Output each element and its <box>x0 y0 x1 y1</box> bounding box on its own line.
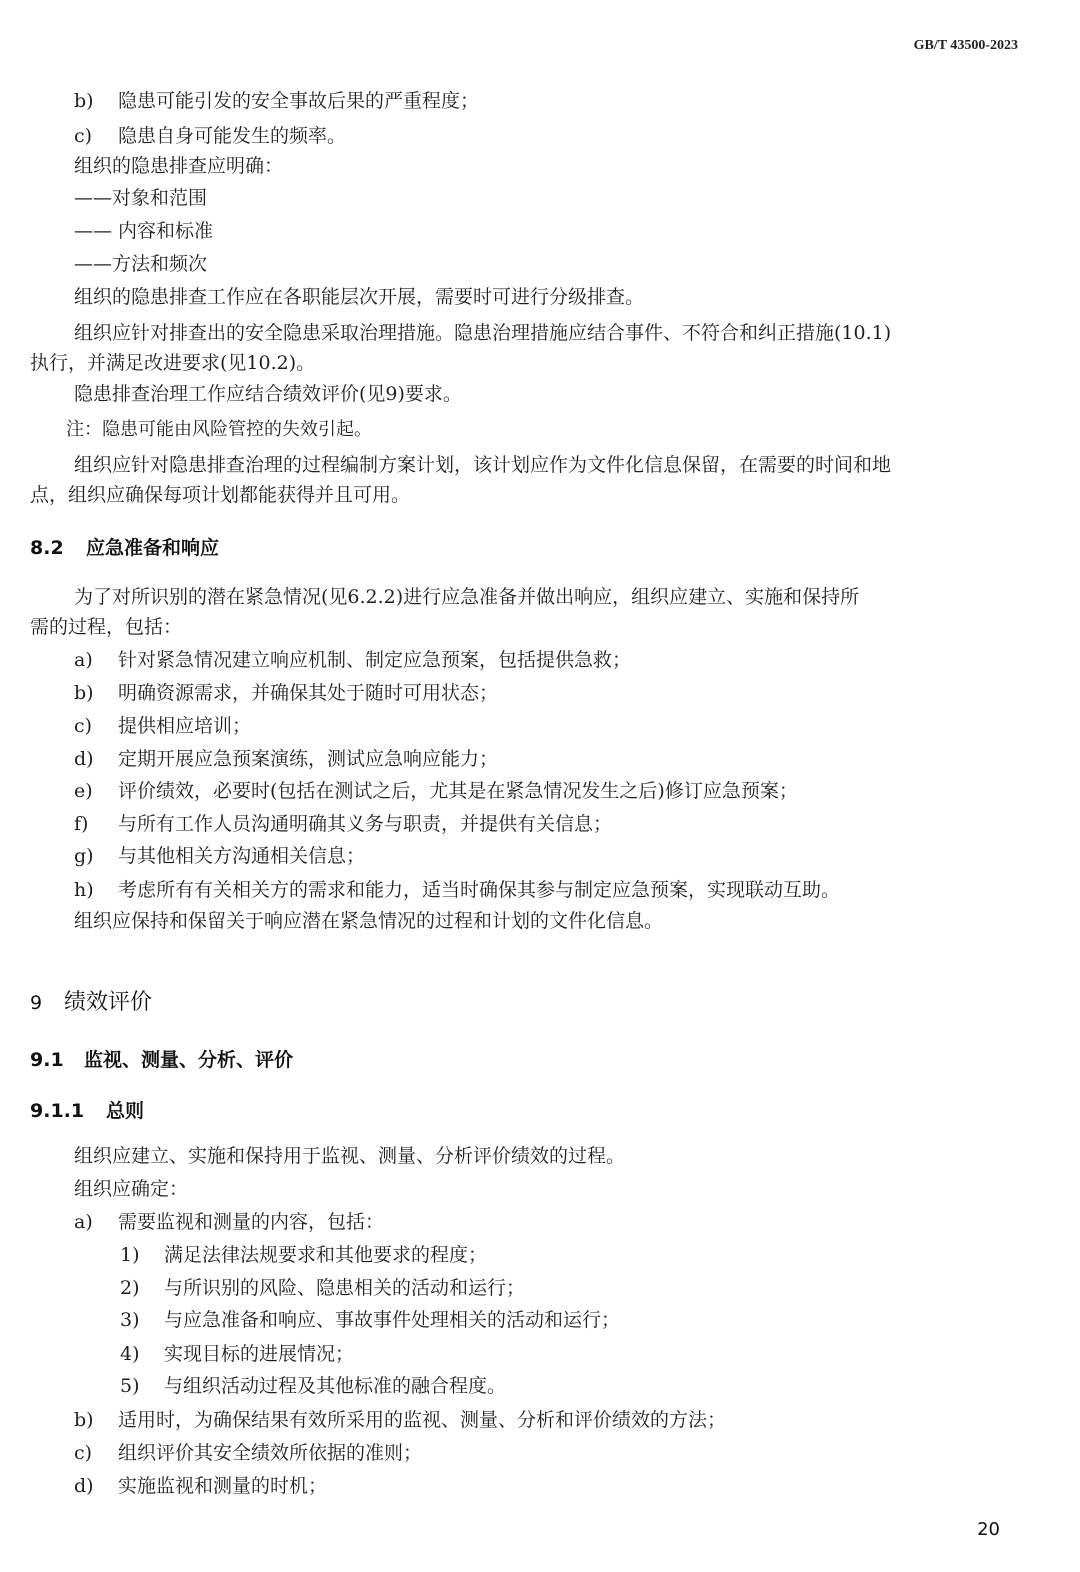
sub-list-label: 2) <box>120 1277 140 1299</box>
sub-list-text: 实现目标的进展情况； <box>164 1343 355 1365</box>
section-number: 9.1 <box>30 1049 64 1071</box>
note: 注：隐患可能由风险管控的失效引起。 <box>66 419 372 440</box>
section-heading-8-2 <box>30 533 219 560</box>
section-number: 9 <box>30 992 43 1014</box>
section-title: 应急准备和响应 <box>86 537 220 559</box>
list-item <box>74 876 840 904</box>
sub-list-text: 与所识别的风险、隐患相关的活动和运行； <box>164 1277 526 1299</box>
paragraph-line: 为了对所识别的潜在紧急情况(见6.2.2)进行应急准备并做出响应，组织应建立、实施和保持所 <box>74 586 860 608</box>
paragraph-line: 点，组织应确保每项计划都能获得并且可用。 <box>30 484 411 506</box>
list-text: 需要监视和测量的内容，包括： <box>118 1211 385 1233</box>
sub-list-item <box>120 1306 620 1334</box>
sub-list-text: 与应急准备和响应、事故事件处理相关的活动和运行； <box>164 1309 621 1331</box>
paragraph: 组织应确定： <box>74 1178 189 1200</box>
sub-list-text: 满足法律法规要求和其他要求的程度； <box>164 1244 488 1266</box>
list-label: b) <box>74 90 94 112</box>
list-label: a) <box>74 1211 93 1233</box>
paragraph: 组织应保持和保留关于响应潜在紧急情况的过程和计划的文件化信息。 <box>74 910 664 932</box>
paragraph-line: 组织应针对隐患排查治理的过程编制方案计划，该计划应作为文件化信息保留，在需要的时间和地 <box>74 454 892 476</box>
list-text: 与所有工作人员沟通明确其义务与职责，并提供有关信息； <box>118 813 613 835</box>
paragraph-line: 组织应针对排查出的安全隐患采取治理措施。隐患治理措施应结合事件、不符合和纠正措施(10.1) <box>74 322 892 344</box>
sub-list-label: 3) <box>120 1309 140 1331</box>
dash-item-2: —— 内容和标准 <box>74 220 214 242</box>
list-text: 组织评价其安全绩效所依据的准则； <box>118 1442 423 1464</box>
section-heading-9-1-1 <box>30 1096 144 1123</box>
list-label: g) <box>74 845 94 867</box>
list-item-c <box>74 122 346 150</box>
list-item <box>74 679 498 707</box>
paragraph-line: 需的过程，包括： <box>30 616 183 638</box>
list-text: 考虑所有有关相关方的需求和能力，适当时确保其参与制定应急预案，实现联动互助。 <box>118 879 841 901</box>
list-item <box>74 745 498 773</box>
list-label: c) <box>74 1442 93 1464</box>
sub-list-item <box>120 1274 525 1302</box>
list-text: 提供相应培训； <box>118 715 252 737</box>
sub-list-label: 5) <box>120 1375 140 1397</box>
sub-list-text: 与组织活动过程及其他标准的融合程度。 <box>164 1375 507 1397</box>
section-title: 总则 <box>106 1100 145 1122</box>
section-heading-9-1 <box>30 1045 293 1072</box>
list-label: c) <box>74 715 93 737</box>
list-item <box>74 777 798 805</box>
list-item <box>74 810 612 838</box>
paragraph: 隐患排查治理工作应结合绩效评价(见9)要求。 <box>74 383 462 405</box>
section-number: 8.2 <box>30 537 64 559</box>
dash-item-3: ——方法和频次 <box>74 253 208 275</box>
sub-list-item <box>120 1340 354 1368</box>
section-number: 9.1.1 <box>30 1100 85 1122</box>
sub-list-item <box>120 1241 487 1269</box>
list-label: d) <box>74 1475 94 1497</box>
sub-list-label: 1) <box>120 1244 140 1266</box>
list-label: f) <box>74 813 89 835</box>
list-item <box>74 646 631 674</box>
page-number: 20 <box>977 1519 1000 1540</box>
list-item <box>74 1406 726 1434</box>
list-text: 适用时，为确保结果有效所采用的监视、测量、分析和评价绩效的方法； <box>118 1409 727 1431</box>
list-text: 实施监视和测量的时机； <box>118 1475 328 1497</box>
list-label: h) <box>74 879 94 901</box>
list-item-b <box>74 87 479 115</box>
list-label: b) <box>74 1409 94 1431</box>
list-text: 评价绩效，必要时(包括在测试之后，尤其是在紧急情况发生之后)修订应急预案； <box>118 780 798 802</box>
dash-item-1: ——对象和范围 <box>74 187 208 209</box>
list-label: c) <box>74 125 93 147</box>
list-item <box>74 1472 327 1500</box>
list-item <box>74 712 251 740</box>
list-text: 与其他相关方沟通相关信息； <box>118 845 366 867</box>
list-text: 隐患可能引发的安全事故后果的严重程度； <box>118 90 480 112</box>
list-label: e) <box>74 780 93 802</box>
list-text: 定期开展应急预案演练，测试应急响应能力； <box>118 748 499 770</box>
list-text: 明确资源需求，并确保其处于随时可用状态； <box>118 682 499 704</box>
standard-number: GB/T 43500-2023 <box>913 38 1018 53</box>
sub-list-label: 4) <box>120 1343 140 1365</box>
scope-intro: 组织的隐患排查应明确： <box>74 155 284 177</box>
list-label: b) <box>74 682 94 704</box>
list-item <box>74 1439 422 1467</box>
sub-list-item <box>120 1372 506 1400</box>
paragraph: 组织的隐患排查工作应在各职能层次开展，需要时可进行分级排查。 <box>74 286 645 308</box>
paragraph-line: 执行，并满足改进要求(见10.2)。 <box>30 352 316 374</box>
paragraph: 组织应建立、实施和保持用于监视、测量、分析评价绩效的过程。 <box>74 1145 626 1167</box>
list-item <box>74 842 365 870</box>
list-text: 隐患自身可能发生的频率。 <box>118 125 347 147</box>
list-label: d) <box>74 748 94 770</box>
section-title: 监视、测量、分析、评价 <box>84 1049 294 1071</box>
list-label: a) <box>74 649 93 671</box>
list-text: 针对紧急情况建立响应机制、制定应急预案，包括提供急救； <box>118 649 632 671</box>
list-item-a <box>74 1208 384 1236</box>
section-title: 绩效评价 <box>64 990 153 1015</box>
section-heading-9 <box>30 985 152 1016</box>
